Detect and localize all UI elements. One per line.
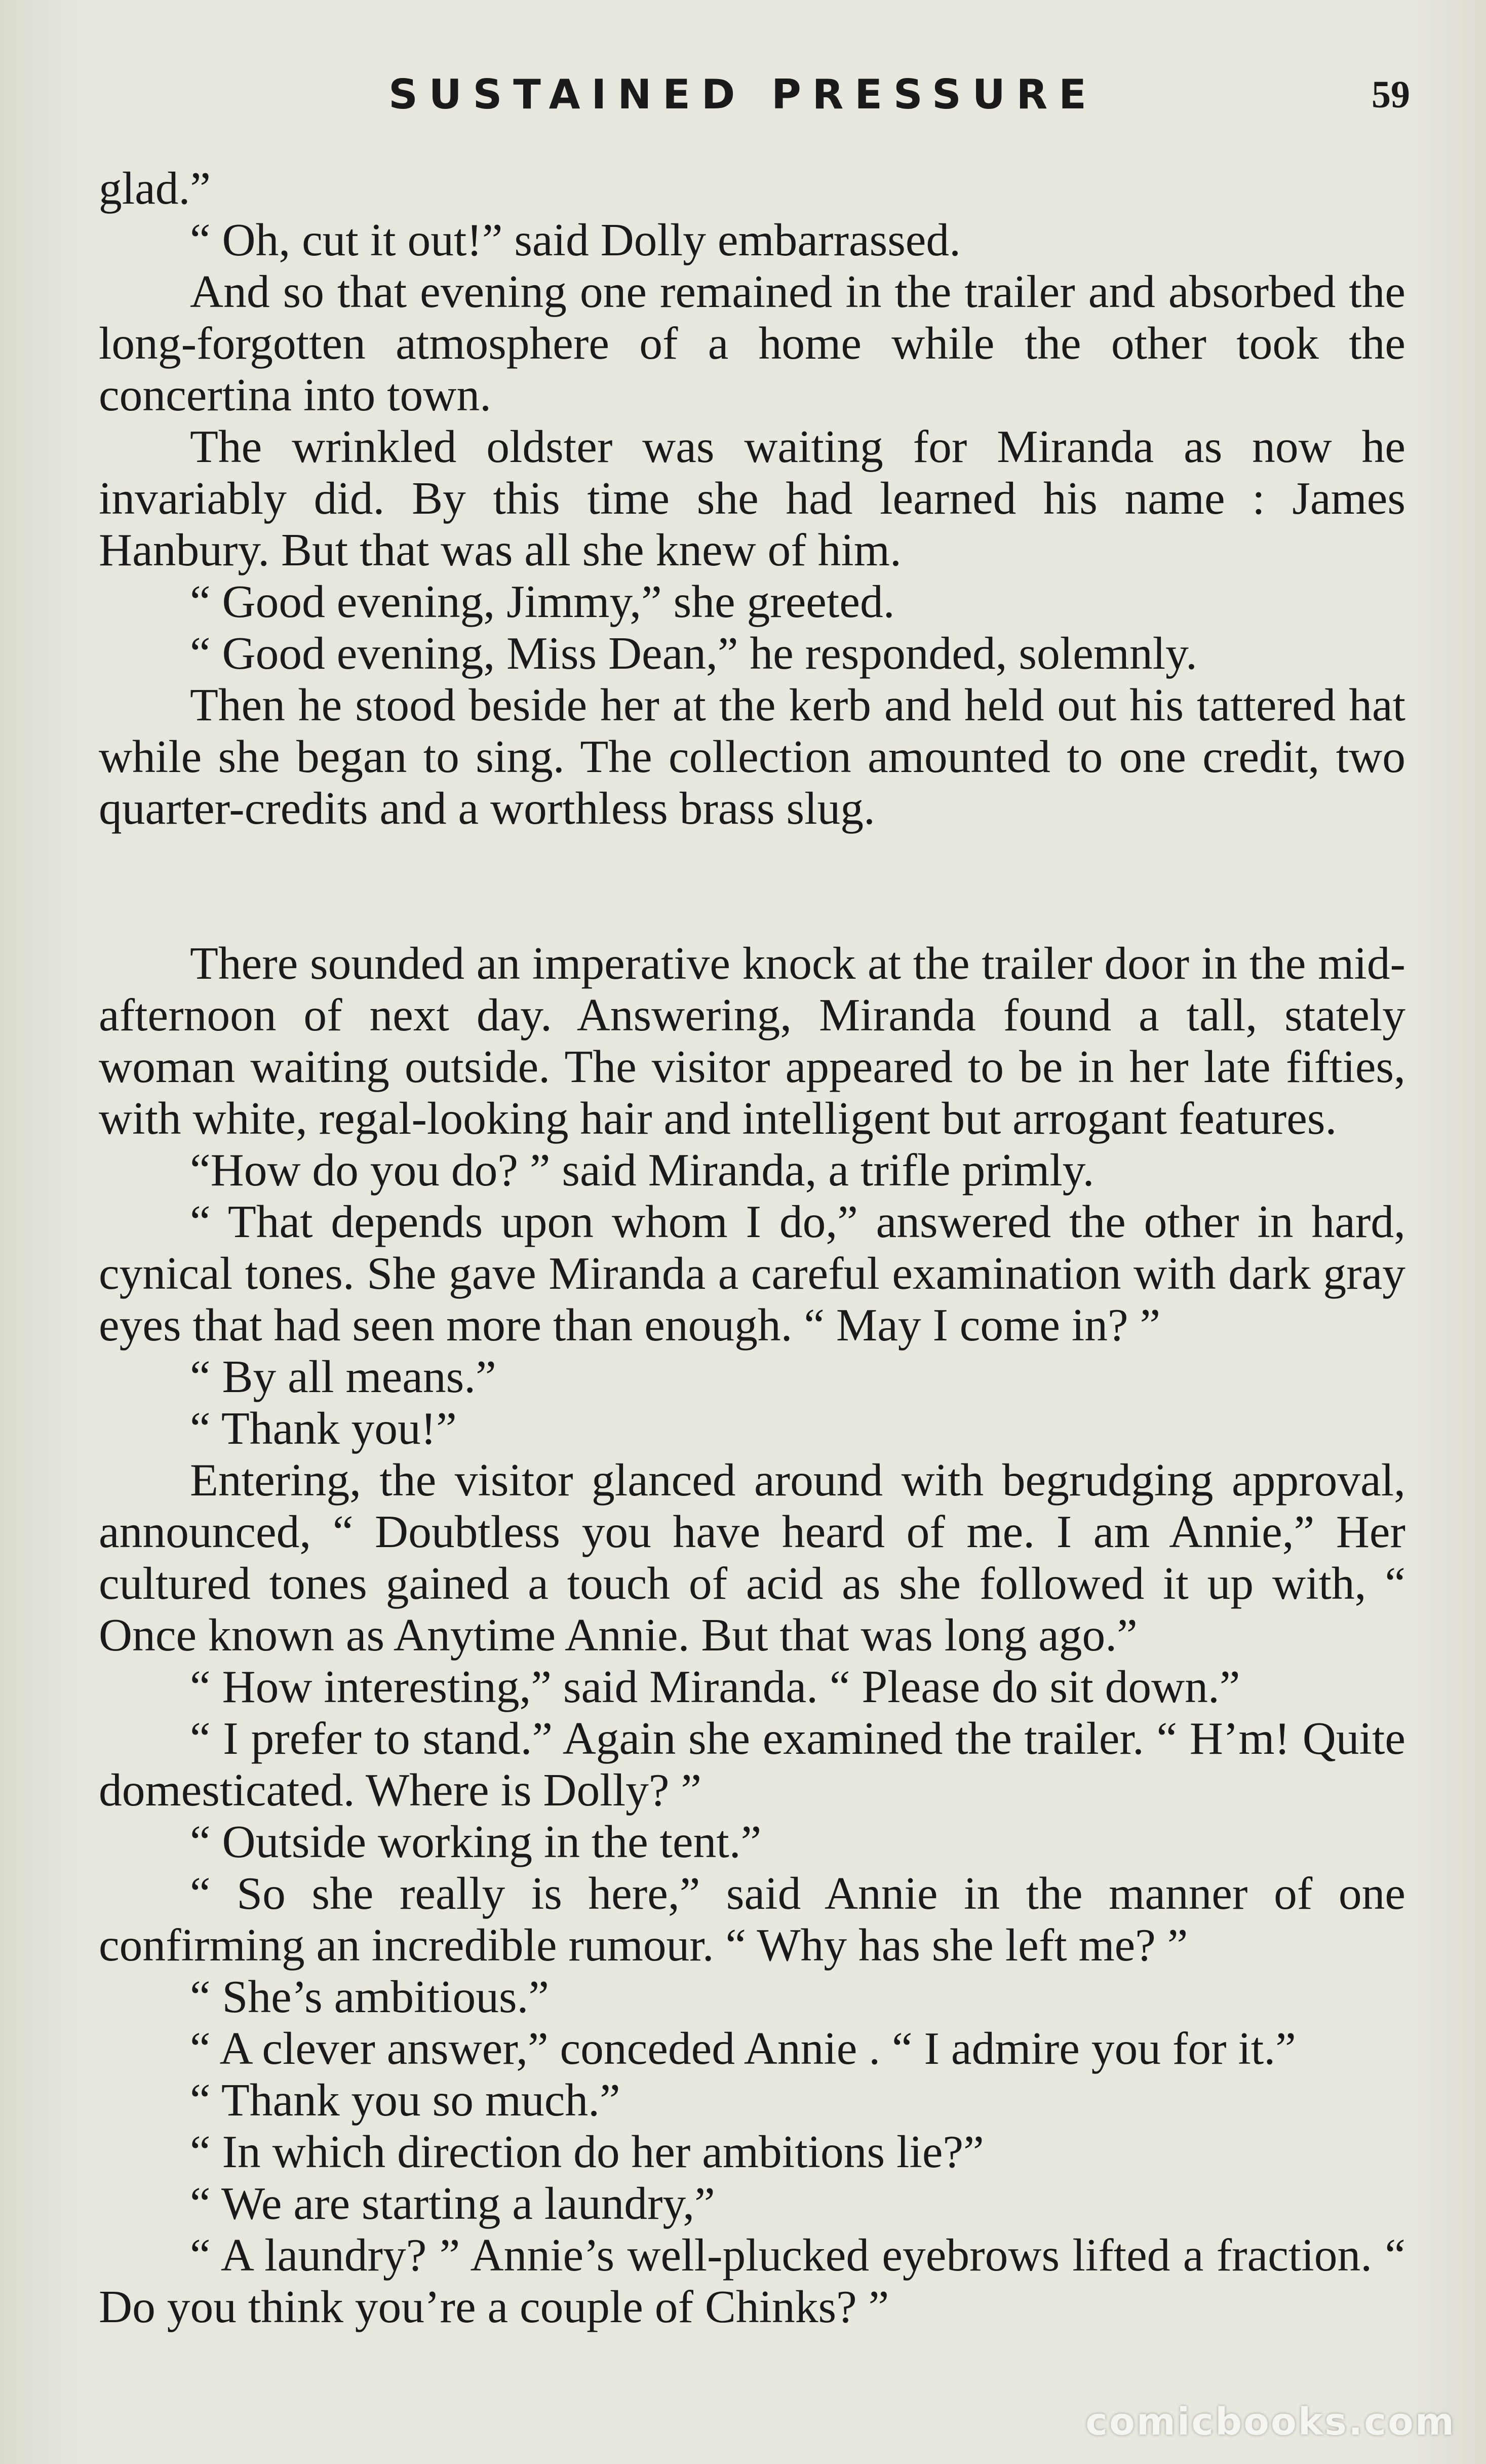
paragraph: The wrinkled oldster was waiting for Miranda as now he invariably did. By this time she had learned his name : James Hanbury. But that was all she knew of him. xyxy=(99,420,1405,575)
paragraph: “ Good evening, Miss Dean,” he responded, solemnly. xyxy=(190,627,1197,679)
paragraph: “ Good evening, Jimmy,” she greeted. xyxy=(190,575,895,627)
paragraph: “ A clever answer,” conceded Annie . “ I admire you for it.” xyxy=(190,2022,1296,2074)
paragraph: glad.” xyxy=(99,162,211,214)
page-number: 59 xyxy=(1372,73,1410,116)
paragraph: “ Thank you so much.” xyxy=(190,2074,620,2126)
page-header xyxy=(0,67,1486,123)
paragraph: “How do you do? ” said Miranda, a trifle primly. xyxy=(190,1144,1094,1196)
paragraph: Entering, the visitor glanced around with begrudging approval, announced, “ Doubtless you have heard of me. I am Annie,” Her cultured tones gained a touch of acid as she followed it up with, “ Once known as Anytime Annie. But that was long ago.” xyxy=(99,1454,1405,1661)
watermark: comicbooks.com xyxy=(1085,2400,1456,2444)
paragraph: And so that evening one remained in the trailer and absorbed the long-forgotten atmosphere of a home while the other took the concertina into town. xyxy=(99,265,1405,420)
paragraph: “ Outside working in the tent.” xyxy=(190,1816,762,1867)
paragraph: There sounded an imperative knock at the trailer door in the mid-afternoon of next day. Answering, Miranda found a tall, stately woman waiting outside. The visitor appeared to be in her late fifties, with white, regal-looking hair and intelligent but arrogant features. xyxy=(99,937,1405,1144)
paragraph: “ So she really is here,” said Annie in the manner of one confirming an incredible rumour. “ Why has she left me? ” xyxy=(99,1867,1405,1971)
paragraph: “ Thank you!” xyxy=(190,1402,457,1454)
paragraph: “ We are starting a laundry,” xyxy=(190,2177,715,2229)
running-title: SUSTAINED PRESSURE xyxy=(388,71,1098,118)
paragraph: “ That depends upon whom I do,” answered the other in hard, cynical tones. She gave Miranda a careful examination with dark gray eyes that had seen more than enough. “ May I come in? ” xyxy=(99,1196,1405,1351)
paragraph: “ In which direction do her ambitions lie?” xyxy=(190,2126,984,2177)
paragraph: “ Oh, cut it out!” said Dolly embarrassed. xyxy=(190,214,961,265)
paragraph: “ She’s ambitious.” xyxy=(190,1971,550,2022)
body-text xyxy=(99,162,1405,2332)
paragraph: “ I prefer to stand.” Again she examined the trailer. “ H’m! Quite domesticated. Where is Dolly? ” xyxy=(99,1712,1405,1816)
paragraph: “ How interesting,” said Miranda. “ Please do sit down.” xyxy=(190,1661,1240,1712)
paragraph: Then he stood beside her at the kerb and held out his tattered hat while she began to sing. The collection amounted to one credit, two quarter-credits and a worthless brass slug. xyxy=(99,679,1405,834)
paragraph: “ A laundry? ” Annie’s well-plucked eyebrows lifted a fraction. “ Do you think you’re a couple of Chinks? ” xyxy=(99,2229,1405,2332)
paragraph: “ By all means.” xyxy=(190,1351,496,1402)
